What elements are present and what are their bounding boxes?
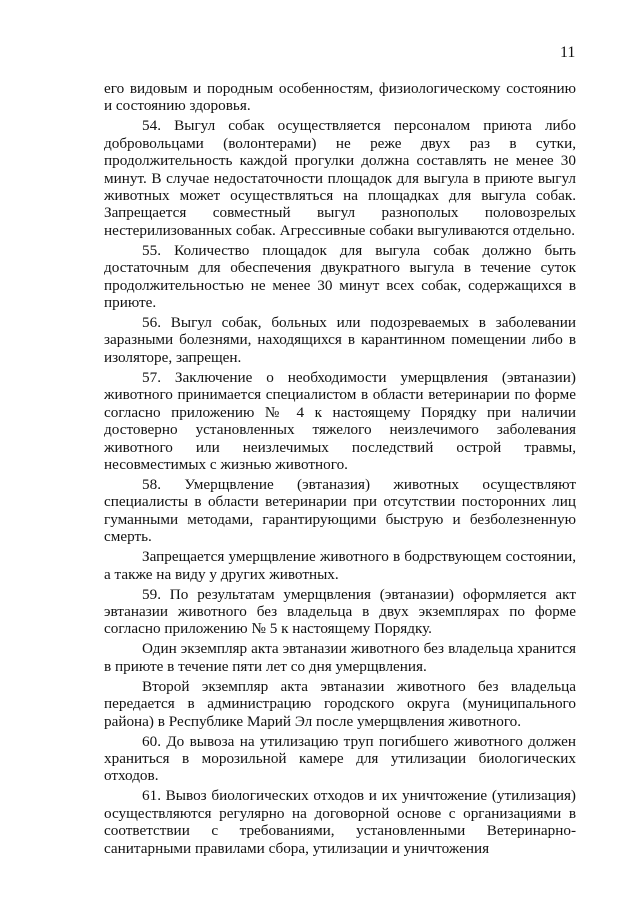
paragraph-60: 60. До вывоза на утилизацию труп погибшего животного должен храниться в морозильной камере для утилизации биологических отходов. [104,732,576,785]
paragraph-58-prohibition: Запрещается умерщвление животного в бодрствующем состоянии, а также на виду у других животных. [104,548,576,583]
paragraph-55: 55. Количество площадок для выгула собак должно быть достаточным для обеспечения двукратного выгула в течение суток продолжительностью не менее 30 минут всех собак, содержащихся в приюте. [104,241,576,312]
page-number: 11 [560,44,576,61]
paragraph-59: 59. По результатам умерщвления (эвтаназии) оформляется акт эвтаназии животного без владельца в двух экземплярах по форме согласно приложению № 5 к настоящему Порядку. [104,585,576,638]
paragraph-59-second-copy: Второй экземпляр акта эвтаназии животного без владельца передается в администрацию городского округа (муниципального района) в Республике Марий Эл после умерщвления животного. [104,677,576,730]
paragraph-56: 56. Выгул собак, больных или подозреваемых в заболевании заразными болезнями, находящихся в карантинном помещении либо в изоляторе, запрещен. [104,314,576,366]
paragraph-57: 57. Заключение о необходимости умерщвления (эвтаназии) животного принимается специалистом в области ветеринарии по форме согласно приложению № 4 к настоящему Порядку при наличии достоверно установленных тяжелого неизлечимого заболевания животного или неизлечимых последствий острой травмы, несовместимых с жизнью животного. [104,368,576,473]
paragraph-continuation: его видовым и породным особенностям, физиологическому состоянию и состоянию здоровья. [104,80,576,115]
paragraph-54: 54. Выгул собак осуществляется персоналом приюта либо добровольцами (волонтерами) не реже двух раз в сутки, продолжительность каждой прогулки должна составлять не менее 30 минут. В случае недостаточности площадок для выгула в приюте выгул животных может осуществляться на площадках для выгула собак. Запрещается совместный выгул разнополых половозрелых нестерилизованных собак. Агрессивные собаки выгуливаются отдельно. [104,117,576,239]
paragraph-59-first-copy: Один экземпляр акта эвтаназии животного без владельца хранится в приюте в течение пяти лет со дня умерщвления. [104,640,576,675]
document-body [104,80,576,857]
paragraph-61: 61. Вывоз биологических отходов и их уничтожение (утилизация) осуществляются регулярно на договорной основе с организациями в соответствии с требованиями, установленными Ветеринарно-санитарными правилами сбора, утилизации и уничтожения [104,787,576,857]
paragraph-58: 58. Умерщвление (эвтаназия) животных осуществляют специалисты в области ветеринарии при отсутствии посторонних лиц гуманными методами, гарантирующими быструю и безболезненную смерть. [104,475,576,546]
